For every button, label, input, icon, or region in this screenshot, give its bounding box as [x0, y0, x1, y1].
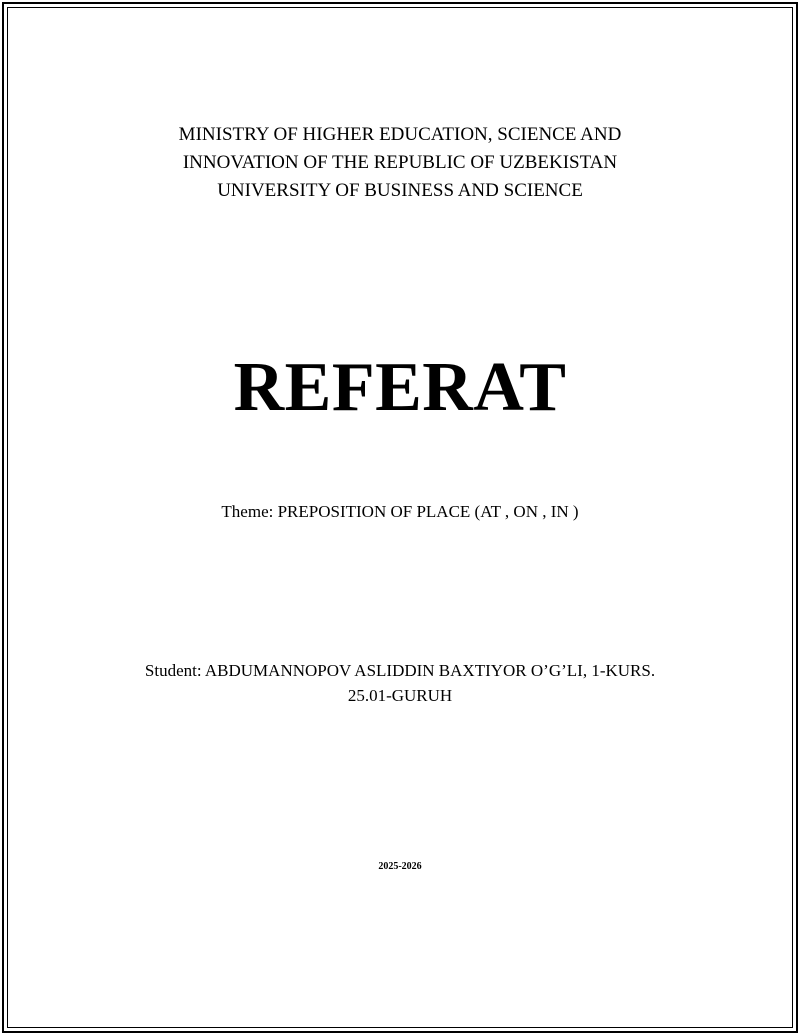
institution-header	[0, 121, 800, 205]
student-info	[0, 658, 800, 708]
student-line-2: 25.01-GURUH	[347, 686, 453, 705]
theme-line: Theme: PREPOSITION OF PLACE (AT , ON , IN )	[221, 502, 579, 521]
academic-year: 2025-2026	[378, 861, 422, 872]
header-line-2: INNOVATION OF THE REPUBLIC OF UZBEKISTAN	[182, 152, 618, 173]
header-line-1: MINISTRY OF HIGHER EDUCATION, SCIENCE AND	[178, 124, 622, 145]
document-title: REFERAT	[233, 349, 567, 426]
header-line-3: UNIVERSITY OF BUSINESS AND SCIENCE	[217, 180, 583, 201]
student-line-1: Student: ABDUMANNOPOV ASLIDDIN BAXTIYOR O’G’LI, 1-KURS.	[144, 661, 656, 680]
